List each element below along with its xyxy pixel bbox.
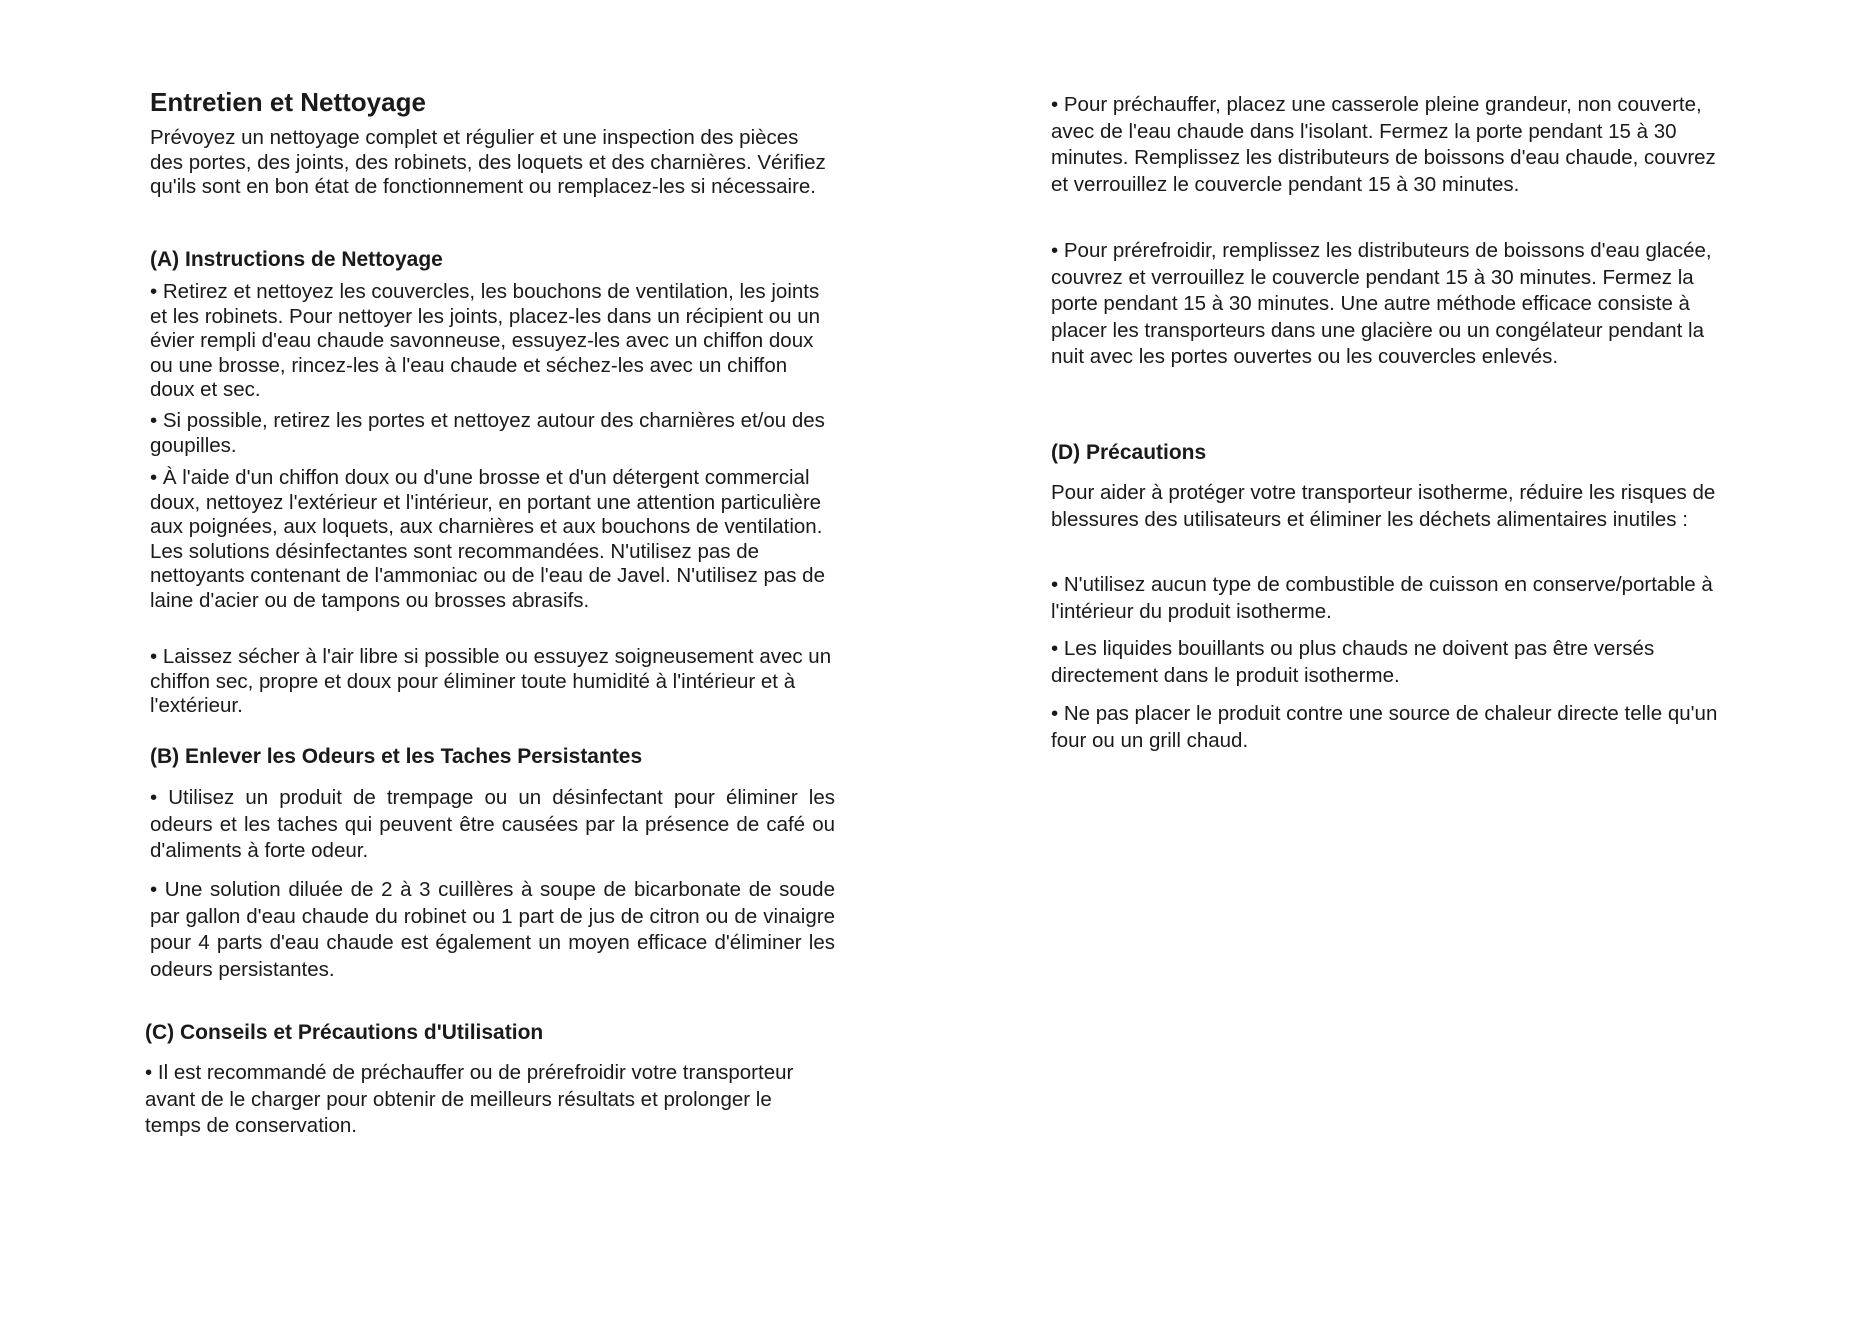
section-b-bullet-2: • Une solution diluée de 2 à 3 cuillères à soupe de bicarbonate de soude par gallon d'eau chaude du robinet ou 1 part de jus de citron ou de vinaigre pour 4 parts d'eau chaude est également un moyen efficace d'éliminer les odeurs persistantes.: [150, 878, 835, 981]
section-c-bullet-1: • Il est recommandé de préchauffer ou de prérefroidir votre transporteur avant de le charger pour obtenir de meilleurs résultats et prolonger le temps de conservation.: [145, 1061, 794, 1138]
section-d-bullet-1: • N'utilisez aucun type de combustible de cuisson en conserve/portable à l'intérieur du produit isotherme.: [1051, 573, 1713, 623]
section-a-bullet-4: • Laissez sécher à l'air libre si possible ou essuyez soigneusement avec un chiffon sec, propre et doux pour éliminer toute humidité à l'intérieur et à l'extérieur.: [150, 645, 832, 718]
section-d-bullet-3: • Ne pas placer le produit contre une source de chaleur directe telle qu'un four ou un grill chaud.: [1051, 702, 1718, 752]
section-c-heading: (C) Conseils et Précautions d'Utilisation: [145, 1021, 544, 1044]
section-a-bullet-2: • Si possible, retirez les portes et nettoyez autour des charnières et/ou des goupilles.: [150, 409, 825, 457]
section-d-heading: (D) Précautions: [1051, 441, 1207, 464]
section-d-bullet-2: • Les liquides bouillants ou plus chauds ne doivent pas être versés directement dans le produit isotherme.: [1051, 637, 1655, 687]
section-c-bullet-2: • Pour préchauffer, placez une casserole pleine grandeur, non couverte, avec de l'eau chaude dans l'isolant. Fermez la porte pendant 15 à 30 minutes. Remplissez les distributeurs de boissons d'eau chaude, couvrez et verrouillez le couvercle pendant 15 à 30 minutes.: [1051, 93, 1716, 196]
section-b-heading: (B) Enlever les Odeurs et les Taches Persistantes: [150, 745, 643, 768]
section-d-intro: Pour aider à protéger votre transporteur isotherme, réduire les risques de blessures des utilisateurs et éliminer les déchets alimentaires inutiles :: [1051, 481, 1716, 531]
section-b-bullet-1: • Utilisez un produit de trempage ou un désinfectant pour éliminer les odeurs et les taches qui peuvent être causées par la présence de café ou d'aliments à forte odeur.: [150, 786, 835, 863]
section-a-heading: (A) Instructions de Nettoyage: [150, 248, 443, 271]
section-a-bullet-1: • Retirez et nettoyez les couvercles, les bouchons de ventilation, les joints et les robinets. Pour nettoyer les joints, placez-les dans un récipient ou un évier rempli d'eau chaude savonneuse, essuyez-les avec un chiffon doux ou une brosse, rincez-les à l'eau chaude et séchez-les avec un chiffon doux et sec.: [150, 280, 821, 402]
intro-paragraph: Prévoyez un nettoyage complet et régulier et une inspection des pièces des portes, des joints, des robinets, des loquets et des charnières. Vérifiez qu'ils sont en bon état de fonctionnement ou remplacez-les si nécessaire.: [150, 126, 826, 199]
page-title: Entretien et Nettoyage: [150, 87, 426, 117]
section-a-bullet-3: • À l'aide d'un chiffon doux ou d'une brosse et d'un détergent commercial doux, nettoyez l'extérieur et l'intérieur, en portant une attention particulière aux poignées, aux loquets, aux charnières et aux bouchons de ventilation. Les solutions désinfectantes sont recommandées. N'utilisez pas de nettoyants contenant de l'ammoniac ou de l'eau de Javel. N'utilisez pas de laine d'acier ou de tampons ou brosses abrasifs.: [150, 466, 825, 612]
section-c-bullet-3: • Pour prérefroidir, remplissez les distributeurs de boissons d'eau glacée, couvrez et verrouillez le couvercle pendant 15 à 30 minutes. Fermez la porte pendant 15 à 30 minutes. Une autre méthode efficace consiste à placer les transporteurs dans une glacière ou un congélateur pendant la nuit avec les portes ouvertes ou les couvercles enlevés.: [1051, 239, 1712, 369]
